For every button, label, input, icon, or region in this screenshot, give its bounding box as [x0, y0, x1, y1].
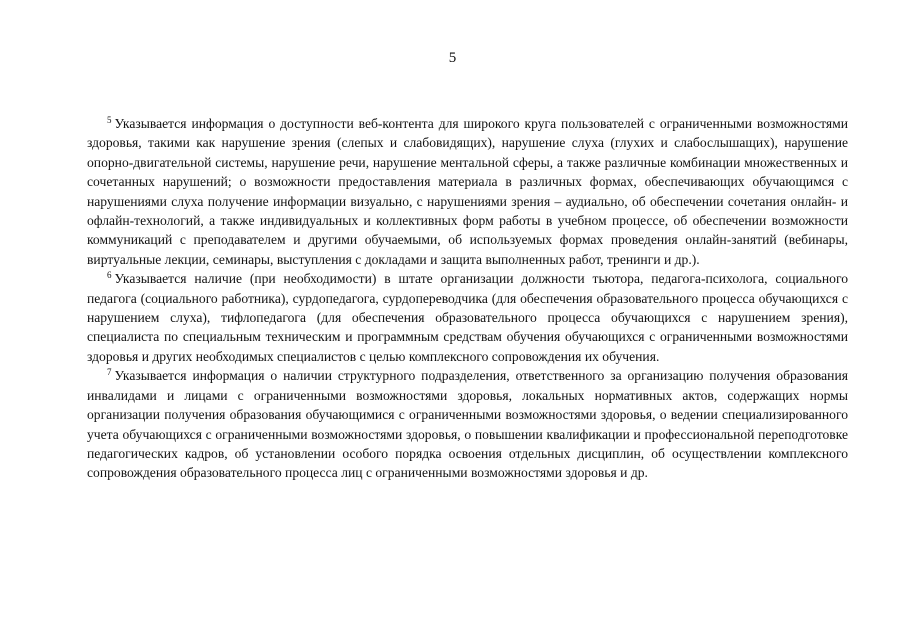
- footnote-7: [87, 366, 848, 482]
- footnote-marker: 7: [107, 367, 112, 378]
- footnote-text: Указывается наличие (при необходимости) в штате организации должности тьютора, педагога-психолога, социального педагога (социального работника), сурдопедагога, сурдопереводчика (для обеспечения образовательного процесса обучающихся с нарушением слуха), тифлопедагога (для обеспечения образовательного процесса обучающихся с нарушением зрения), специалиста по специальным техническим и программным средствам обучения обучающихся с ограниченными возможностями здоровья и других необходимых специалистов с целью комплексного сопровождения их обучения.: [87, 271, 848, 364]
- footnotes-section: [87, 114, 848, 483]
- footnote-text: Указывается информация о наличии структурного подразделения, ответственного за организацию получения образования инвалидами и лицами с ограниченными возможностями здоровья, локальных нормативных актов, содержащих нормы организации получения образования обучающимися с ограниченными возможностями здоровья, о ведении специализированного учета обучающихся с ограниченными возможностями здоровья, о повышении квалификации и профессиональной переподготовке педагогических кадров, об установлении особого порядка освоения отдельных дисциплин, об осуществлении комплексного сопровождения образовательного процесса лиц с ограниченными возможностями здоровья и др.: [87, 368, 848, 481]
- footnote-6: [87, 269, 848, 366]
- footnote-text: Указывается информация о доступности веб-контента для широкого круга пользователей с ограниченными возможностями здоровья, такими как нарушение зрения (слепых и слабовидящих), нарушение слуха (глухих и слабослышащих), нарушение опорно-двигательной системы, нарушение речи, нарушение ментальной сферы, а также различные комбинации множественных и сочетанных нарушений; о возможности предоставления материала в различных формах, обеспечивающих обучающимся с нарушениями слуха получение информации визуально, с нарушениями зрения – аудиально, об обеспечении сочетания онлайн- и офлайн-технологий, а также индивидуальных и коллективных форм работы в учебном процессе, об обеспечении возможности коммуникаций с преподавателем и другими обучаемыми, об используемых формах проведения онлайн-занятий (вебинары, виртуальные лекции, семинары, выступления с докладами и защита выполненных работ, тренинги и др.).: [87, 116, 848, 267]
- footnote-marker: 6: [107, 270, 112, 281]
- page-number: 5: [448, 50, 457, 66]
- footnote-5: [87, 114, 848, 269]
- footnote-marker: 5: [107, 115, 112, 125]
